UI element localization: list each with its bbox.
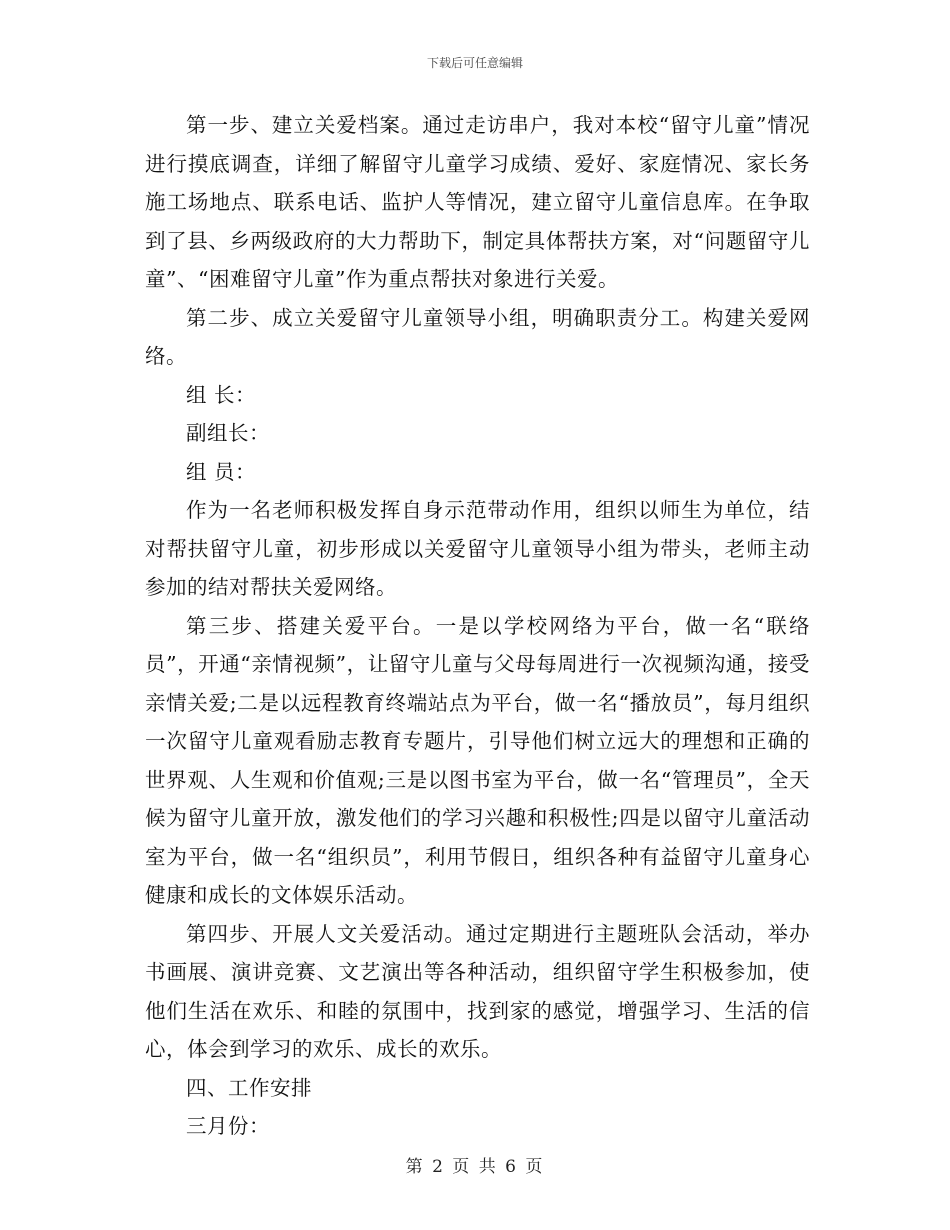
page-number: 第 2 页 共 6 页 bbox=[405, 1157, 545, 1177]
paragraph-step-three: 第三步、搭建关爱平台。一是以学校网络为平台，做一名“联络员”，开通“亲情视频”，让留守儿童与父母每周进行一次视频沟通，接受亲情关爱;二是以远程教育终端站点为平台，做一名“播放员”，每月组织一次留守儿童观看励志教育专题片，引导他们树立远大的理想和正确的世界观、人生观和价值观;三是以图书室为平台，做一名“管理员”，全天候为留守儿童开放，激发他们的学习兴趣和积极性;四是以留守儿童活动室为平台，做一名“组织员”，利用节假日，组织各种有益留守儿童身心健康和成长的文体娱乐活动。 bbox=[145, 613, 810, 907]
paragraph-step-two: 第二步、成立关爱留守儿童领导小组，明确职责分工。构建关爱网络。 bbox=[145, 305, 810, 368]
paragraph-step-four: 第四步、开展人文关爱活动。通过定期进行主题班队会活动，举办书画展、演讲竞赛、文艺演出等各种活动，组织留守学生积极参加，使他们生活在欢乐、和睦的氛围中，找到家的感觉，增强学习、生活的信心，体会到学习的欢乐、成长的欢乐。 bbox=[145, 921, 810, 1061]
paragraph-march: 三月份： bbox=[186, 1114, 270, 1138]
page-header: 下载后可任意编辑 bbox=[426, 56, 523, 70]
paragraph-group-leader: 组 长： bbox=[186, 382, 257, 407]
paragraph-deputy-leader: 副组长： bbox=[186, 421, 270, 445]
document-body bbox=[145, 106, 810, 1146]
paragraph-group-members: 组 员： bbox=[186, 459, 257, 484]
paragraph-step-one: 第一步、建立关爱档案。通过走访串户，我对本校“留守儿童”情况进行摸底调查，详细了解留守儿童学习成绩、爱好、家庭情况、家长务施工场地点、联系电话、监护人等情况，建立留守儿童信息库。在争取到了县、乡两级政府的大力帮助下，制定具体帮扶方案，对“问题留守儿童”、“困难留守儿童”作为重点帮扶对象进行关爱。 bbox=[145, 113, 810, 291]
paragraph-teacher-role: 作为一名老师积极发挥自身示范带动作用，组织以师生为单位，结对帮扶留守儿童，初步形成以关爱留守儿童领导小组为带头，老师主动参加的结对帮扶关爱网络。 bbox=[145, 498, 810, 599]
section-heading-work-plan: 四、工作安排 bbox=[186, 1075, 312, 1100]
